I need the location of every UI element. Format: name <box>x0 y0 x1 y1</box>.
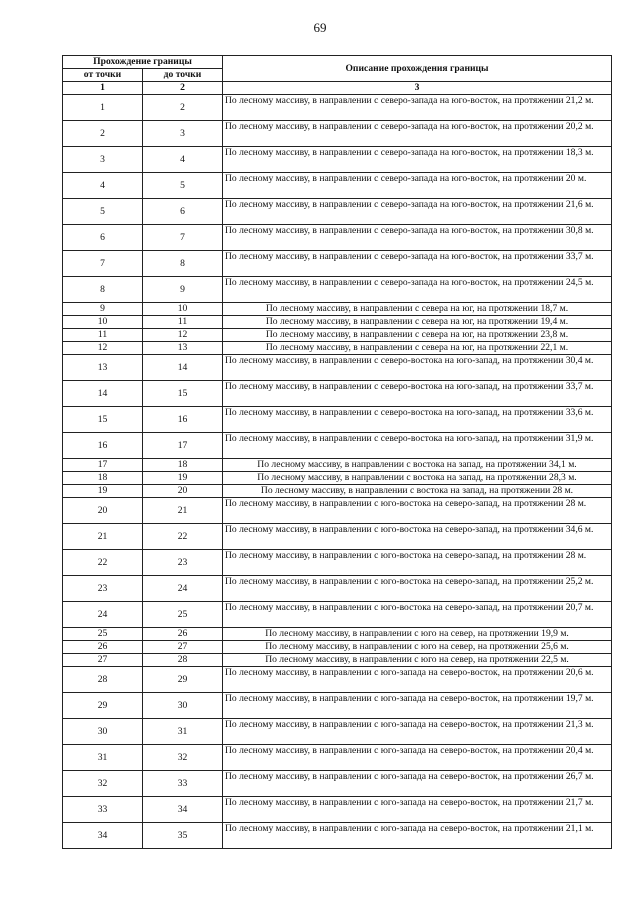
to-point-cell: 7 <box>143 225 223 251</box>
to-point-cell: 27 <box>143 641 223 654</box>
from-point-cell: 16 <box>63 433 143 459</box>
to-point-cell: 33 <box>143 771 223 797</box>
description-cell: По лесному массиву, в направлении с севера на юг, на протяжении 22,1 м. <box>223 342 612 355</box>
header-col-number-3: 3 <box>223 82 612 95</box>
description-cell: По лесному массиву, в направлении с северо-запада на юго-восток, на протяжении 21,6 м. <box>223 199 612 225</box>
table-row <box>63 355 612 381</box>
to-point-cell: 8 <box>143 251 223 277</box>
to-point-cell: 14 <box>143 355 223 381</box>
to-point-cell: 29 <box>143 667 223 693</box>
from-point-cell: 31 <box>63 745 143 771</box>
header-description: Описание прохождения границы <box>223 56 612 82</box>
boundary-table <box>62 55 612 849</box>
from-point-cell: 9 <box>63 303 143 316</box>
to-point-cell: 20 <box>143 485 223 498</box>
description-cell: По лесному массиву, в направлении с северо-запада на юго-восток, на протяжении 20 м. <box>223 173 612 199</box>
description-cell: По лесному массиву, в направлении с севера на юг, на протяжении 19,4 м. <box>223 316 612 329</box>
from-point-cell: 1 <box>63 95 143 121</box>
table-row <box>63 693 612 719</box>
from-point-cell: 24 <box>63 602 143 628</box>
to-point-cell: 21 <box>143 498 223 524</box>
table-row <box>63 472 612 485</box>
to-point-cell: 13 <box>143 342 223 355</box>
from-point-cell: 11 <box>63 329 143 342</box>
header-col-number-2: 2 <box>143 82 223 95</box>
table-row <box>63 433 612 459</box>
to-point-cell: 32 <box>143 745 223 771</box>
description-cell: По лесному массиву, в направлении с юго на север, на протяжении 19,9 м. <box>223 628 612 641</box>
description-cell: По лесному массиву, в направлении с юго-востока на северо-запад, на протяжении 34,6 м. <box>223 524 612 550</box>
table-row <box>63 654 612 667</box>
table-row <box>63 459 612 472</box>
to-point-cell: 6 <box>143 199 223 225</box>
to-point-cell: 28 <box>143 654 223 667</box>
table-row <box>63 303 612 316</box>
table-row <box>63 745 612 771</box>
table-row <box>63 797 612 823</box>
to-point-cell: 10 <box>143 303 223 316</box>
description-cell: По лесному массиву, в направлении с юго на север, на протяжении 22,5 м. <box>223 654 612 667</box>
to-point-cell: 17 <box>143 433 223 459</box>
description-cell: По лесному массиву, в направлении с северо-запада на юго-восток, на протяжении 30,8 м. <box>223 225 612 251</box>
description-cell: По лесному массиву, в направлении с востока на запад, на протяжении 28,3 м. <box>223 472 612 485</box>
from-point-cell: 34 <box>63 823 143 849</box>
to-point-cell: 5 <box>143 173 223 199</box>
table-row <box>63 485 612 498</box>
table-row <box>63 316 612 329</box>
to-point-cell: 4 <box>143 147 223 173</box>
header-from-point: от точки <box>63 69 143 82</box>
description-cell: По лесному массиву, в направлении с северо-запада на юго-восток, на протяжении 33,7 м. <box>223 251 612 277</box>
description-cell: По лесному массиву, в направлении с северо-запада на юго-восток, на протяжении 21,2 м. <box>223 95 612 121</box>
from-point-cell: 15 <box>63 407 143 433</box>
description-cell: По лесному массиву, в направлении с юго-востока на северо-запад, на протяжении 28 м. <box>223 498 612 524</box>
description-cell: По лесному массиву, в направлении с юго-востока на северо-запад, на протяжении 20,7 м. <box>223 602 612 628</box>
from-point-cell: 26 <box>63 641 143 654</box>
table-row <box>63 147 612 173</box>
from-point-cell: 14 <box>63 381 143 407</box>
description-cell: По лесному массиву, в направлении с юго-запада на северо-восток, на протяжении 20,4 м. <box>223 745 612 771</box>
description-cell: По лесному массиву, в направлении с северо-востока на юго-запад, на протяжении 30,4 м. <box>223 355 612 381</box>
to-point-cell: 26 <box>143 628 223 641</box>
from-point-cell: 6 <box>63 225 143 251</box>
header-to-point: до точки <box>143 69 223 82</box>
from-point-cell: 4 <box>63 173 143 199</box>
to-point-cell: 18 <box>143 459 223 472</box>
to-point-cell: 12 <box>143 329 223 342</box>
table-row <box>63 641 612 654</box>
description-cell: По лесному массиву, в направлении с севера на юг, на протяжении 18,7 м. <box>223 303 612 316</box>
from-point-cell: 5 <box>63 199 143 225</box>
table-row <box>63 381 612 407</box>
description-cell: По лесному массиву, в направлении с юго-востока на северо-запад, на протяжении 28 м. <box>223 550 612 576</box>
from-point-cell: 13 <box>63 355 143 381</box>
description-cell: По лесному массиву, в направлении с юго-востока на северо-запад, на протяжении 25,2 м. <box>223 576 612 602</box>
table-row <box>63 628 612 641</box>
from-point-cell: 30 <box>63 719 143 745</box>
description-cell: По лесному массиву, в направлении с севера на юг, на протяжении 23,8 м. <box>223 329 612 342</box>
to-point-cell: 15 <box>143 381 223 407</box>
description-cell: По лесному массиву, в направлении с юго-запада на северо-восток, на протяжении 19,7 м. <box>223 693 612 719</box>
header-col-number-1: 1 <box>63 82 143 95</box>
from-point-cell: 27 <box>63 654 143 667</box>
table-row <box>63 667 612 693</box>
table-row <box>63 251 612 277</box>
from-point-cell: 12 <box>63 342 143 355</box>
from-point-cell: 10 <box>63 316 143 329</box>
description-cell: По лесному массиву, в направлении с востока на запад, на протяжении 34,1 м. <box>223 459 612 472</box>
table-row <box>63 524 612 550</box>
table-row <box>63 342 612 355</box>
from-point-cell: 32 <box>63 771 143 797</box>
table-row <box>63 823 612 849</box>
description-cell: По лесному массиву, в направлении с северо-востока на юго-запад, на протяжении 31,9 м. <box>223 433 612 459</box>
table-row <box>63 329 612 342</box>
description-cell: По лесному массиву, в направлении с северо-востока на юго-запад, на протяжении 33,7 м. <box>223 381 612 407</box>
description-cell: По лесному массиву, в направлении с юго на север, на протяжении 25,6 м. <box>223 641 612 654</box>
from-point-cell: 23 <box>63 576 143 602</box>
to-point-cell: 35 <box>143 823 223 849</box>
table-row <box>63 576 612 602</box>
table-row <box>63 498 612 524</box>
table-row <box>63 719 612 745</box>
from-point-cell: 19 <box>63 485 143 498</box>
to-point-cell: 31 <box>143 719 223 745</box>
description-cell: По лесному массиву, в направлении с востока на запад, на протяжении 28 м. <box>223 485 612 498</box>
table-row <box>63 407 612 433</box>
to-point-cell: 19 <box>143 472 223 485</box>
to-point-cell: 22 <box>143 524 223 550</box>
from-point-cell: 21 <box>63 524 143 550</box>
description-cell: По лесному массиву, в направлении с юго-запада на северо-восток, на протяжении 20,6 м. <box>223 667 612 693</box>
from-point-cell: 17 <box>63 459 143 472</box>
table-row <box>63 225 612 251</box>
page-number: 69 <box>313 20 327 35</box>
from-point-cell: 33 <box>63 797 143 823</box>
table-row <box>63 602 612 628</box>
description-cell: По лесному массиву, в направлении с юго-запада на северо-восток, на протяжении 21,3 м. <box>223 719 612 745</box>
to-point-cell: 24 <box>143 576 223 602</box>
description-cell: По лесному массиву, в направлении с северо-запада на юго-восток, на протяжении 20,2 м. <box>223 121 612 147</box>
description-cell: По лесному массиву, в направлении с юго-запада на северо-восток, на протяжении 21,7 м. <box>223 797 612 823</box>
from-point-cell: 7 <box>63 251 143 277</box>
to-point-cell: 23 <box>143 550 223 576</box>
table-row <box>63 95 612 121</box>
description-cell: По лесному массиву, в направлении с северо-запада на юго-восток, на протяжении 24,5 м. <box>223 277 612 303</box>
table-row <box>63 199 612 225</box>
table-body <box>63 95 612 849</box>
description-cell: По лесному массиву, в направлении с юго-запада на северо-восток, на протяжении 26,7 м. <box>223 771 612 797</box>
header-boundary-passage: Прохождение границы <box>63 56 223 69</box>
from-point-cell: 29 <box>63 693 143 719</box>
table-row <box>63 771 612 797</box>
table-row <box>63 277 612 303</box>
to-point-cell: 30 <box>143 693 223 719</box>
from-point-cell: 22 <box>63 550 143 576</box>
to-point-cell: 9 <box>143 277 223 303</box>
from-point-cell: 2 <box>63 121 143 147</box>
table-row <box>63 173 612 199</box>
to-point-cell: 16 <box>143 407 223 433</box>
to-point-cell: 2 <box>143 95 223 121</box>
from-point-cell: 28 <box>63 667 143 693</box>
to-point-cell: 11 <box>143 316 223 329</box>
description-cell: По лесному массиву, в направлении с юго-запада на северо-восток, на протяжении 21,1 м. <box>223 823 612 849</box>
description-cell: По лесному массиву, в направлении с северо-запада на юго-восток, на протяжении 18,3 м. <box>223 147 612 173</box>
from-point-cell: 8 <box>63 277 143 303</box>
description-cell: По лесному массиву, в направлении с северо-востока на юго-запад, на протяжении 33,6 м. <box>223 407 612 433</box>
from-point-cell: 25 <box>63 628 143 641</box>
table-row <box>63 121 612 147</box>
from-point-cell: 3 <box>63 147 143 173</box>
from-point-cell: 18 <box>63 472 143 485</box>
to-point-cell: 34 <box>143 797 223 823</box>
from-point-cell: 20 <box>63 498 143 524</box>
table-header <box>63 56 612 95</box>
to-point-cell: 25 <box>143 602 223 628</box>
table-row <box>63 550 612 576</box>
to-point-cell: 3 <box>143 121 223 147</box>
